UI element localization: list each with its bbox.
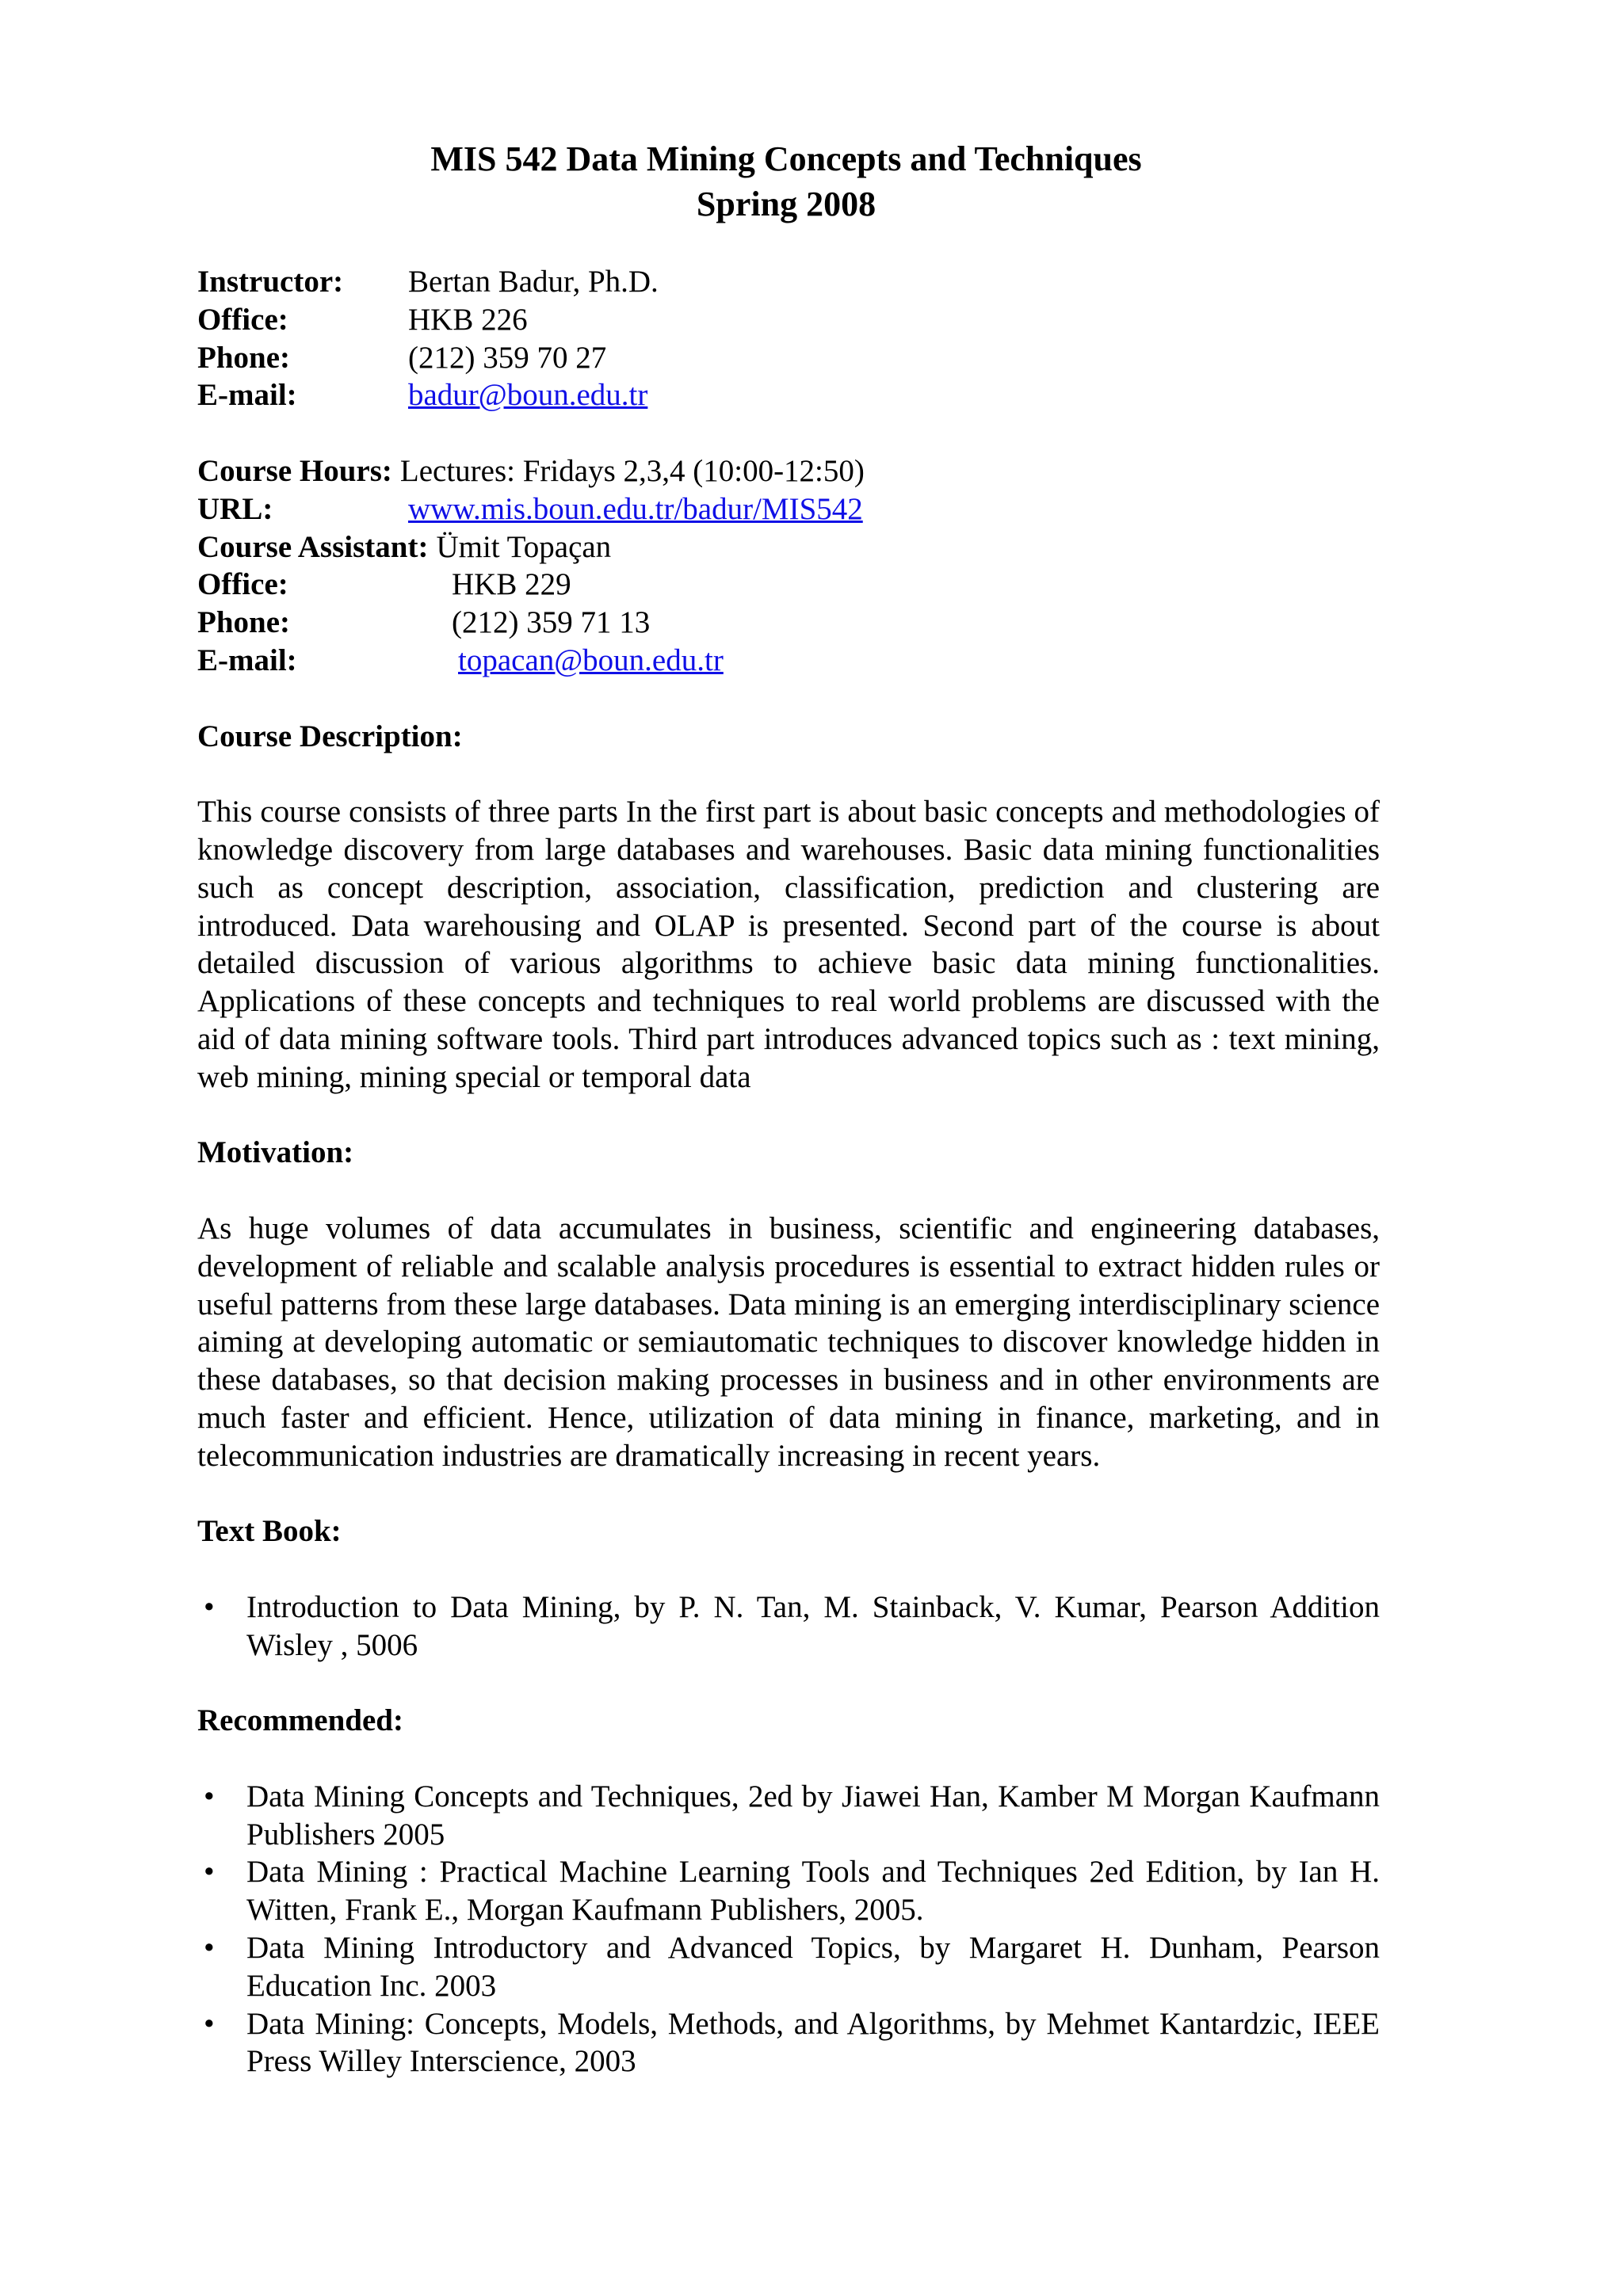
assistant-email-link[interactable]: topacan@boun.edu.tr — [458, 643, 724, 677]
textbook-heading: Text Book: — [197, 1514, 342, 1549]
spacer — [197, 1097, 1380, 1135]
course-url-link[interactable]: www.mis.boun.edu.tr/badur/MIS542 — [408, 491, 863, 526]
spacer — [197, 414, 1380, 452]
course-assistant-row — [197, 528, 1380, 566]
recommended-item-text: Data Mining : Practical Machine Learning Tools and Techniques 2ed Edition, by Ian H. Witten, Frank E., Morgan Kaufmann Publishers, 2005. — [246, 1855, 1380, 1928]
list-item — [197, 1778, 1380, 1854]
spacer — [197, 1550, 1380, 1589]
instructor-office-label: Office: — [197, 302, 288, 337]
bullet-icon: • — [204, 1589, 215, 1624]
spacer — [197, 1172, 1380, 1210]
assistant-phone-value: (212) 359 71 13 — [452, 605, 651, 640]
course-url-label: URL: — [197, 491, 273, 526]
recommended-item-text: Data Mining Introductory and Advanced Topics, by Margaret H. Dunham, Pearson Education Inc. 2003 — [246, 1931, 1380, 2003]
document-body — [197, 263, 1380, 2081]
bullet-icon: • — [204, 2006, 215, 2041]
instructor-phone-label: Phone: — [197, 340, 290, 375]
list-item — [197, 1929, 1380, 2005]
recommended-item-text: Data Mining Concepts and Techniques, 2ed by Jiawei Han, Kamber M Morgan Kaufmann Publishers 2005 — [246, 1779, 1380, 1852]
instructor-email-row — [197, 376, 1380, 414]
instructor-office-row — [197, 301, 1380, 339]
spacer — [197, 755, 1380, 793]
recommended-item-text: Data Mining: Concepts, Models, Methods, and Algorithms, by Mehmet Kantardzic, IEEE Press Willey Interscience, 2003 — [246, 2006, 1380, 2079]
spacer — [197, 1740, 1380, 1778]
instructor-row — [197, 263, 1380, 301]
instructor-phone-value: (212) 359 70 27 — [408, 340, 607, 375]
instructor-office-value: HKB 226 — [408, 302, 528, 337]
course-assistant-value: Ümit Topaçan — [436, 529, 612, 564]
instructor-value: Bertan Badur, Ph.D. — [408, 265, 659, 299]
assistant-office-value: HKB 229 — [452, 567, 571, 602]
spacer — [197, 1664, 1380, 1702]
course-assistant-label: Course Assistant: — [197, 529, 429, 564]
assistant-email-row — [197, 642, 1380, 680]
course-description-text: This course consists of three parts In the first part is about basic concepts and methodologies of knowledge discovery from large databases and warehouses. Basic data mining functionalities such as concept description, association, classification, prediction and clustering are introduced. Data warehousing and OLAP is presented. Second part of the course is about detailed discussion of various algorithms to achieve basic data mining functionalities. Applications of these concepts and techniques to real world problems are discussed with the aid of data mining software tools. Third part introduces advanced topics such as : text mining, web mining, mining special or temporal data — [197, 795, 1380, 1094]
instructor-email-link[interactable]: badur@boun.edu.tr — [408, 378, 648, 413]
course-hours-value: Lectures: Fridays 2,3,4 (10:00-12:50) — [399, 453, 865, 488]
textbook-item-text: Introduction to Data Mining, by P. N. Tan, M. Stainback, V. Kumar, Pearson Addition Wisley , 5006 — [246, 1589, 1380, 1662]
bullet-icon: • — [204, 1855, 215, 1890]
course-hours-row — [197, 452, 1380, 490]
list-item — [197, 1589, 1380, 1665]
assistant-phone-label: Phone: — [197, 605, 290, 640]
document-title — [0, 136, 1572, 227]
recommended-heading: Recommended: — [197, 1703, 403, 1738]
bullet-icon: • — [204, 1931, 215, 1966]
instructor-label: Instructor: — [197, 265, 344, 299]
course-url-row — [197, 490, 1380, 528]
motivation-heading: Motivation: — [197, 1135, 354, 1170]
textbook-list — [197, 1589, 1380, 1665]
instructor-email-label: E-mail: — [197, 378, 297, 413]
recommended-list — [197, 1778, 1380, 2081]
assistant-email-label: E-mail: — [197, 643, 297, 677]
title-line-course: MIS 542 Data Mining Concepts and Techniques — [430, 139, 1142, 178]
assistant-office-label: Office: — [197, 567, 288, 602]
title-line-term: Spring 2008 — [696, 185, 876, 223]
spacer — [197, 680, 1380, 718]
motivation-text: As huge volumes of data accumulates in business, scientific and engineering databases, development of reliable and scalable analysis procedures is essential to extract hidden rules or useful patterns from these large databases. Data mining is an emerging interdisciplinary science aiming at developing automatic or semiautomatic techniques to discover knowledge hidden in these databases, so that decision making processes in business and in other environments are much faster and efficient. Hence, utilization of data mining in finance, marketing, and in telecommunication industries are dramatically increasing in recent years. — [197, 1211, 1380, 1473]
bullet-icon: • — [204, 1779, 215, 1814]
instructor-phone-row — [197, 339, 1380, 377]
course-description-heading: Course Description: — [197, 719, 463, 753]
spacer — [197, 1475, 1380, 1513]
course-hours-label: Course Hours: — [197, 453, 392, 488]
list-item — [197, 2005, 1380, 2081]
assistant-phone-row — [197, 604, 1380, 642]
list-item — [197, 1853, 1380, 1929]
assistant-office-row — [197, 566, 1380, 604]
